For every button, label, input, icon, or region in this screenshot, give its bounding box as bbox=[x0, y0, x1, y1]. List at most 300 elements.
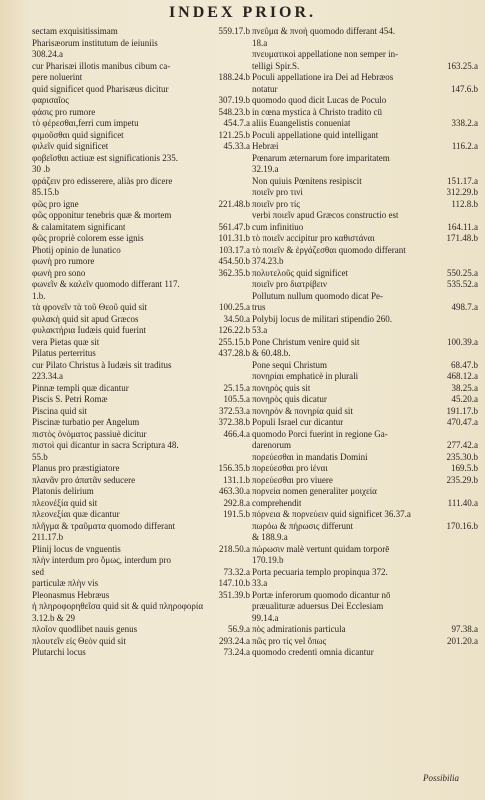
entry-reference: 201.20.a bbox=[447, 635, 478, 646]
entry-reference bbox=[247, 360, 250, 372]
entry-text: πώρωσιν malè vertunt quidam torporē bbox=[252, 543, 390, 554]
index-entry bbox=[32, 26, 250, 38]
entry-text: Pollutum nullum quomodo dicat Pe- bbox=[252, 290, 383, 301]
entry-reference: 100.39.a bbox=[447, 336, 478, 347]
entry-text: sectam exquisitissimam bbox=[32, 26, 118, 36]
entry-reference bbox=[475, 49, 478, 61]
index-entry bbox=[32, 647, 250, 659]
entry-reference: 235.30.b bbox=[446, 451, 478, 462]
entry-reference: 171.48.b bbox=[446, 233, 478, 243]
entry-reference bbox=[475, 164, 478, 176]
index-entry bbox=[252, 199, 478, 211]
entry-text: φυλακὴ quid sit apud Græcos bbox=[32, 313, 139, 324]
entry-reference: 151.17.a bbox=[447, 175, 478, 186]
index-entry bbox=[32, 348, 250, 360]
entry-text: Populi Israel cur dicantur bbox=[252, 417, 344, 427]
entry-reference: 100.25.a bbox=[219, 302, 250, 312]
index-entry bbox=[252, 95, 478, 107]
entry-reference: 112.8.b bbox=[451, 198, 478, 209]
entry-reference bbox=[475, 544, 478, 556]
entry-text: 308.24.a bbox=[32, 49, 63, 59]
entry-reference: 218.50.a bbox=[219, 543, 250, 554]
index-entry bbox=[32, 624, 250, 636]
left-column bbox=[32, 26, 250, 659]
entry-reference bbox=[247, 164, 250, 176]
entry-reference bbox=[247, 613, 250, 625]
entry-reference bbox=[475, 532, 478, 544]
index-entry bbox=[32, 475, 250, 487]
index-entry bbox=[32, 291, 250, 303]
entry-text: Polybij locus de militari stipendio 260. bbox=[252, 313, 392, 324]
entry-text: πλεονέξία quid sit bbox=[32, 497, 98, 508]
entry-reference bbox=[247, 187, 250, 199]
entry-reference: 131.1.b bbox=[223, 474, 250, 485]
entry-reference bbox=[247, 452, 250, 464]
entry-text: præualituræ aduersus Dei Ecclesiam bbox=[252, 601, 384, 611]
index-entry bbox=[252, 578, 478, 590]
entry-reference: 38.25.a bbox=[451, 382, 478, 393]
entry-text: comprehendit bbox=[252, 497, 302, 508]
index-entry bbox=[252, 394, 478, 406]
entry-text: Pone sequi Christum bbox=[252, 359, 328, 370]
entry-reference: 97.38.a bbox=[451, 624, 478, 634]
entry-text: πνεῦμα & πνοὴ quomodo differant 454. bbox=[252, 26, 396, 36]
index-entry bbox=[252, 532, 478, 544]
entry-reference bbox=[247, 291, 250, 303]
index-entry bbox=[32, 544, 250, 556]
entry-text: πλοῖον quodlibet nauis genus bbox=[32, 624, 138, 634]
entry-text: πονηρίαι emphaticè in plurali bbox=[252, 371, 359, 381]
entry-text: Piscina quid sit bbox=[32, 405, 88, 416]
entry-text: πόρνεια & πορνεύειν quid significet 36.37.a bbox=[252, 509, 411, 519]
catchword: Possibilia bbox=[422, 773, 459, 783]
index-entry bbox=[252, 429, 478, 441]
index-entry bbox=[32, 509, 250, 521]
index-entry bbox=[252, 601, 478, 613]
index-entry bbox=[32, 187, 250, 199]
entry-text: πωρόω & πήρωσις differunt bbox=[252, 520, 353, 531]
index-entry bbox=[32, 555, 250, 567]
index-entry bbox=[252, 337, 478, 349]
entry-reference: 372.38.b bbox=[218, 417, 250, 427]
entry-reference bbox=[247, 555, 250, 567]
entry-reference bbox=[475, 256, 478, 268]
entry-reference: 147.10.b bbox=[218, 578, 250, 588]
entry-text: φυλακτήρια Iudæis quid fuerint bbox=[32, 325, 146, 335]
entry-reference: 535.52.a bbox=[447, 279, 478, 289]
entry-text: 32.19.a bbox=[252, 164, 279, 174]
entry-text: τὸ φέρεσθαι,ferri cum impetu bbox=[32, 118, 139, 128]
entry-text: πλῆγμα & τραῦματα quomodo differant bbox=[32, 520, 176, 531]
index-entry bbox=[252, 509, 478, 521]
entry-reference: 56.9.a bbox=[228, 624, 250, 634]
entry-text: 85.15.b bbox=[32, 187, 59, 197]
entry-reference bbox=[475, 325, 478, 337]
entry-reference: 188.24.b bbox=[218, 72, 250, 82]
entry-text: πορνεία nomen generaliter μοιχεία bbox=[252, 486, 377, 496]
entry-text: φοβεῖσθαι actiuæ est significationis 235. bbox=[32, 152, 179, 163]
index-entry bbox=[32, 463, 250, 475]
entry-text: pere noluerint bbox=[32, 72, 83, 82]
index-entry bbox=[252, 233, 478, 245]
entry-text: 223.34.a bbox=[32, 371, 63, 381]
entry-reference bbox=[247, 49, 250, 61]
index-entry bbox=[32, 383, 250, 395]
index-entry bbox=[32, 38, 250, 50]
entry-text: πλεονεξίαι quæ dicantur bbox=[32, 509, 120, 519]
entry-text: ἡ πληροφορηθεῖσα quid sit & quid πληροφορία bbox=[32, 601, 204, 611]
index-entry bbox=[252, 371, 478, 383]
index-entry bbox=[32, 590, 250, 602]
entry-reference bbox=[247, 440, 250, 452]
entry-text: πολυτελοῦς quid significet bbox=[252, 267, 348, 278]
entry-reference: 463.30.a bbox=[219, 486, 250, 496]
entry-reference: 68.47.b bbox=[451, 359, 478, 370]
entry-text: τὸ ποιεῖν accipitur pro καθιστάναι bbox=[252, 233, 375, 243]
index-entry bbox=[252, 567, 478, 579]
entry-text: Porta pecuaria templo propinqua 372. bbox=[252, 566, 388, 577]
entry-reference: 101.31.b bbox=[218, 233, 250, 243]
entry-text: πλανᾶν pro ἀπατᾶν seducere bbox=[32, 474, 136, 485]
index-entry bbox=[32, 613, 250, 625]
index-entry bbox=[32, 601, 250, 613]
index-entry bbox=[32, 199, 250, 211]
index-entry bbox=[252, 590, 478, 602]
entry-text: vera Pietas quæ sit bbox=[32, 336, 100, 347]
entry-reference bbox=[475, 509, 478, 521]
index-entry bbox=[252, 452, 478, 464]
entry-text: 99.14.a bbox=[252, 612, 279, 623]
entry-reference: 470.47.a bbox=[447, 417, 478, 427]
entry-text: Hebræi bbox=[252, 141, 279, 151]
entry-text: 170.19.b bbox=[252, 555, 284, 565]
entry-text: φῶς propriè colorem esse ignis bbox=[32, 233, 144, 243]
entry-reference: 561.47.b bbox=[218, 221, 250, 232]
entry-text: 211.17.b bbox=[32, 532, 64, 542]
entry-reference: 170.16.b bbox=[446, 520, 478, 531]
entry-text: Piscis S. Petri Romæ bbox=[32, 394, 108, 404]
index-entry bbox=[252, 38, 478, 50]
index-entry bbox=[32, 141, 250, 153]
entry-text: Plinij locus de vnguentis bbox=[32, 543, 121, 554]
entry-text: πλὴν interdum pro ὅμως, interdum pro bbox=[32, 555, 171, 565]
index-entry bbox=[252, 383, 478, 395]
index-entry bbox=[252, 84, 478, 96]
index-entry bbox=[252, 245, 478, 257]
index-entry bbox=[252, 613, 478, 625]
entry-text: πορεύεσθαι pro viuere bbox=[252, 474, 333, 485]
index-entry bbox=[252, 555, 478, 567]
index-entry bbox=[32, 636, 250, 648]
entry-text: Photij opinio de lunatico bbox=[32, 244, 121, 255]
index-entry bbox=[32, 486, 250, 498]
entry-reference: 235.29.b bbox=[446, 474, 478, 485]
index-entry bbox=[32, 521, 250, 533]
entry-reference: 498.7.a bbox=[451, 302, 478, 312]
entry-reference bbox=[247, 176, 250, 188]
entry-text: πονηρὸς quis dicatur bbox=[252, 394, 327, 404]
entry-text: particulæ πλὴν vis bbox=[32, 578, 99, 588]
entry-text: Planus pro præstigiatore bbox=[32, 463, 120, 473]
index-entry bbox=[252, 256, 478, 268]
entry-reference bbox=[475, 72, 478, 84]
entry-text: φῶς pro igne bbox=[32, 198, 79, 209]
entry-text: πονηρὸς quis sit bbox=[252, 382, 311, 393]
entry-text: τὰ φρονεῖν τὰ τοῦ Θεοῦ quid sit bbox=[32, 302, 148, 312]
right-column bbox=[252, 26, 478, 659]
entry-text: Poculi appellatione quid intelligant bbox=[252, 129, 379, 140]
index-entry bbox=[252, 141, 478, 153]
entry-reference bbox=[247, 521, 250, 533]
index-entry bbox=[32, 130, 250, 142]
index-entry bbox=[32, 153, 250, 165]
index-entry bbox=[252, 486, 478, 498]
entry-text: cum infinitiuo bbox=[252, 221, 304, 232]
index-entry bbox=[252, 463, 478, 475]
entry-text: cur Pharisæi illotis manibus cibum ca- bbox=[32, 60, 171, 71]
entry-reference: 548.23.b bbox=[218, 106, 250, 117]
entry-reference bbox=[475, 210, 478, 222]
entry-reference: 25.15.a bbox=[223, 382, 250, 393]
entry-reference: 362.35.b bbox=[218, 267, 250, 278]
index-entry bbox=[32, 360, 250, 372]
index-entry bbox=[252, 107, 478, 119]
entry-text: πὸς admirationis particula bbox=[252, 624, 346, 634]
entry-text: Poculi appellatione ira Dei ad Hebræos bbox=[252, 72, 394, 82]
entry-text: Pone Christum venire quid sit bbox=[252, 336, 360, 347]
entry-reference: 338.2.a bbox=[451, 118, 478, 128]
entry-text: sed bbox=[32, 566, 44, 577]
entry-text: quid significet quod Pharisæus dicitur bbox=[32, 83, 169, 94]
index-entry bbox=[32, 498, 250, 510]
entry-text: aliis Euangelistis conueniat bbox=[252, 118, 351, 128]
index-entry bbox=[252, 475, 478, 487]
entry-text: Pinnæ templi quæ dicantur bbox=[32, 382, 129, 393]
index-entry bbox=[252, 647, 478, 659]
entry-reference: 559.17.b bbox=[218, 26, 250, 36]
entry-text: & calamitatem significant bbox=[32, 221, 126, 232]
entry-text: 18.a bbox=[252, 37, 268, 48]
entry-reference: 156.35.b bbox=[218, 463, 250, 473]
entry-reference bbox=[475, 95, 478, 107]
entry-reference: 307.19.b bbox=[218, 95, 250, 105]
entry-reference: 103.17.a bbox=[219, 244, 250, 255]
entry-text: ποιεῖν pro τίς bbox=[252, 198, 300, 209]
entry-reference: 454.7.a bbox=[223, 118, 250, 128]
entry-text: φιλεῖν quid significet bbox=[32, 141, 109, 151]
index-entry bbox=[252, 521, 478, 533]
entry-reference bbox=[247, 38, 250, 50]
index-entry bbox=[252, 279, 478, 291]
entry-text: φάσις pro rumore bbox=[32, 106, 96, 117]
entry-text: Pœnarum æternarum fore imparitatem bbox=[252, 152, 390, 163]
entry-reference bbox=[475, 130, 478, 142]
entry-text: 55.b bbox=[32, 451, 48, 462]
index-entry bbox=[32, 118, 250, 130]
index-entry bbox=[32, 279, 250, 291]
index-entry bbox=[32, 107, 250, 119]
entry-reference bbox=[247, 601, 250, 613]
entry-reference bbox=[247, 371, 250, 383]
entry-reference bbox=[475, 567, 478, 579]
entry-reference bbox=[475, 578, 478, 590]
entry-reference: 292.8.a bbox=[223, 497, 250, 508]
index-entry bbox=[32, 245, 250, 257]
entry-reference bbox=[247, 532, 250, 544]
entry-reference bbox=[247, 210, 250, 222]
index-entry bbox=[252, 164, 478, 176]
index-entry bbox=[252, 222, 478, 234]
entry-text: verbi ποιεῖν apud Græcos constructio est bbox=[252, 210, 399, 220]
entry-reference: 73.32.a bbox=[223, 566, 250, 577]
entry-text: πῶς pro τίς vel ὅπως bbox=[252, 635, 327, 646]
entry-reference: 111.40.a bbox=[447, 497, 478, 508]
entry-text: φωνεῖν & καλεῖν quomodo differant 117. bbox=[32, 279, 180, 289]
entry-reference bbox=[247, 279, 250, 291]
entry-text: φαρισαῖος bbox=[32, 95, 69, 105]
entry-reference bbox=[475, 601, 478, 613]
entry-reference bbox=[475, 314, 478, 326]
entry-reference: 221.48.b bbox=[218, 198, 250, 209]
entry-text: & 60.48.b. bbox=[252, 348, 291, 358]
entry-text: Pleonasmus Hebræus bbox=[32, 589, 110, 600]
index-entry bbox=[252, 498, 478, 510]
index-entry bbox=[252, 61, 478, 73]
index-entry bbox=[252, 302, 478, 314]
index-entry bbox=[32, 532, 250, 544]
entry-text: Platonis delirium bbox=[32, 486, 94, 496]
entry-text: telligi Spir.S. bbox=[252, 60, 300, 71]
entry-reference: 191.5.b bbox=[223, 509, 250, 519]
entry-reference: 351.39.b bbox=[218, 589, 250, 600]
index-entry bbox=[252, 72, 478, 84]
entry-reference: 45.20.a bbox=[451, 394, 478, 404]
entry-reference: 73.24.a bbox=[223, 647, 250, 657]
entry-reference bbox=[475, 555, 478, 567]
entry-text: Pharisæorum institutum de ieiuniis bbox=[32, 37, 158, 48]
entry-reference bbox=[475, 647, 478, 659]
entry-text: 53.a bbox=[252, 325, 268, 335]
entry-reference bbox=[247, 84, 250, 96]
index-entry bbox=[32, 337, 250, 349]
entry-text: Non quiuis Pœnitens resipiscit bbox=[252, 175, 362, 186]
entry-reference: 163.25.a bbox=[447, 60, 478, 71]
entry-text: quomodo credenti omnia dicantur bbox=[252, 647, 374, 657]
index-entry bbox=[32, 314, 250, 326]
index-entry bbox=[32, 84, 250, 96]
entry-text: πορεύεσθαι in mandatis Domini bbox=[252, 451, 368, 462]
entry-reference: 105.5.a bbox=[223, 394, 250, 404]
entry-reference: 277.42.a bbox=[447, 440, 478, 450]
index-entry bbox=[32, 176, 250, 188]
entry-reference: 126.22.b bbox=[218, 325, 250, 335]
index-entry bbox=[252, 314, 478, 326]
entry-text: πλουτεῖν εἰς Θεὸν quid sit bbox=[32, 635, 126, 646]
index-entry bbox=[252, 440, 478, 452]
entry-reference bbox=[475, 38, 478, 50]
entry-reference: 255.15.b bbox=[218, 336, 250, 347]
index-entry bbox=[252, 360, 478, 372]
index-entry bbox=[32, 222, 250, 234]
index-entry bbox=[32, 49, 250, 61]
entry-reference: 169.5.b bbox=[451, 463, 478, 473]
index-entry bbox=[32, 578, 250, 590]
entry-text: πορεύεσθαι pro ἰέναι bbox=[252, 463, 328, 473]
entry-reference bbox=[475, 26, 478, 38]
entry-reference: 468.12.a bbox=[447, 371, 478, 381]
entry-text: φωνὴ pro rumore bbox=[32, 256, 95, 266]
entry-text: φωνὴ pro sono bbox=[32, 267, 86, 278]
entry-text: Plutarchi locus bbox=[32, 647, 86, 657]
entry-reference: 34.50.a bbox=[223, 313, 250, 324]
index-entry bbox=[32, 95, 250, 107]
index-entry bbox=[252, 348, 478, 360]
index-entry bbox=[252, 406, 478, 418]
entry-text: ποιεῖν pro τινὶ bbox=[252, 187, 303, 197]
index-entry bbox=[252, 624, 478, 636]
entry-reference bbox=[247, 61, 250, 73]
entry-text: cur Pilato Christus à Iudæis sit traditus bbox=[32, 359, 172, 370]
entry-reference: 116.2.a bbox=[451, 141, 478, 151]
entry-reference bbox=[475, 291, 478, 303]
entry-reference: 466.4.a bbox=[223, 428, 250, 439]
entry-text: Portæ inferorum quomodo dicantur nō bbox=[252, 589, 391, 600]
index-entry bbox=[252, 130, 478, 142]
entry-text: φράζειν pro edisserere, aliàs pro dicere bbox=[32, 175, 173, 186]
entry-text: πιστὸς ὀνόματος passiuè dicitur bbox=[32, 428, 147, 439]
entry-text: φῶς opponitur tenebris quæ & mortem bbox=[32, 210, 172, 220]
index-entry bbox=[32, 233, 250, 245]
entry-text: 30 .b bbox=[32, 164, 50, 174]
index-entry bbox=[32, 567, 250, 579]
entry-text: quomodo quod dicit Lucas de Poculo bbox=[252, 95, 387, 105]
index-entry bbox=[252, 544, 478, 556]
entry-reference bbox=[475, 429, 478, 441]
index-entry bbox=[32, 164, 250, 176]
index-entry bbox=[252, 210, 478, 222]
entry-text: 374.23.b bbox=[252, 256, 284, 266]
entry-reference: 372.53.a bbox=[219, 405, 250, 416]
index-entry bbox=[32, 256, 250, 268]
entry-reference: 454.50.b bbox=[218, 256, 250, 266]
index-entry bbox=[32, 452, 250, 464]
index-entry bbox=[32, 429, 250, 441]
entry-reference: 437.28.b bbox=[218, 348, 250, 358]
entry-text: notatur bbox=[252, 83, 278, 94]
entry-reference bbox=[475, 348, 478, 360]
entry-text: & 188.9.a bbox=[252, 532, 288, 542]
entry-text: in cœna mystica à Christo tradito cū bbox=[252, 106, 382, 117]
index-entry bbox=[252, 187, 478, 199]
entry-text: φιμοῦσθαι quid significet bbox=[32, 129, 124, 140]
entry-reference bbox=[475, 153, 478, 165]
index-entry bbox=[252, 325, 478, 337]
entry-reference: 312.29.b bbox=[446, 187, 478, 197]
entry-text: 1.b. bbox=[32, 290, 46, 301]
index-entry bbox=[252, 26, 478, 38]
entry-reference: 121.25.b bbox=[218, 129, 250, 140]
index-entry bbox=[252, 268, 478, 280]
entry-text: Pilatus perterritus bbox=[32, 348, 96, 358]
index-entry bbox=[32, 268, 250, 280]
entry-text: τὸ ποιεῖν & ἐργάζεσθαι quomodo differant bbox=[252, 244, 406, 255]
entry-reference bbox=[247, 153, 250, 165]
entry-reference bbox=[475, 107, 478, 119]
entry-text: darenorum bbox=[252, 440, 291, 450]
entry-reference: 550.25.a bbox=[447, 267, 478, 278]
index-entry bbox=[32, 394, 250, 406]
entry-text: ποιεῖν pro διατρίβειν bbox=[252, 279, 327, 289]
